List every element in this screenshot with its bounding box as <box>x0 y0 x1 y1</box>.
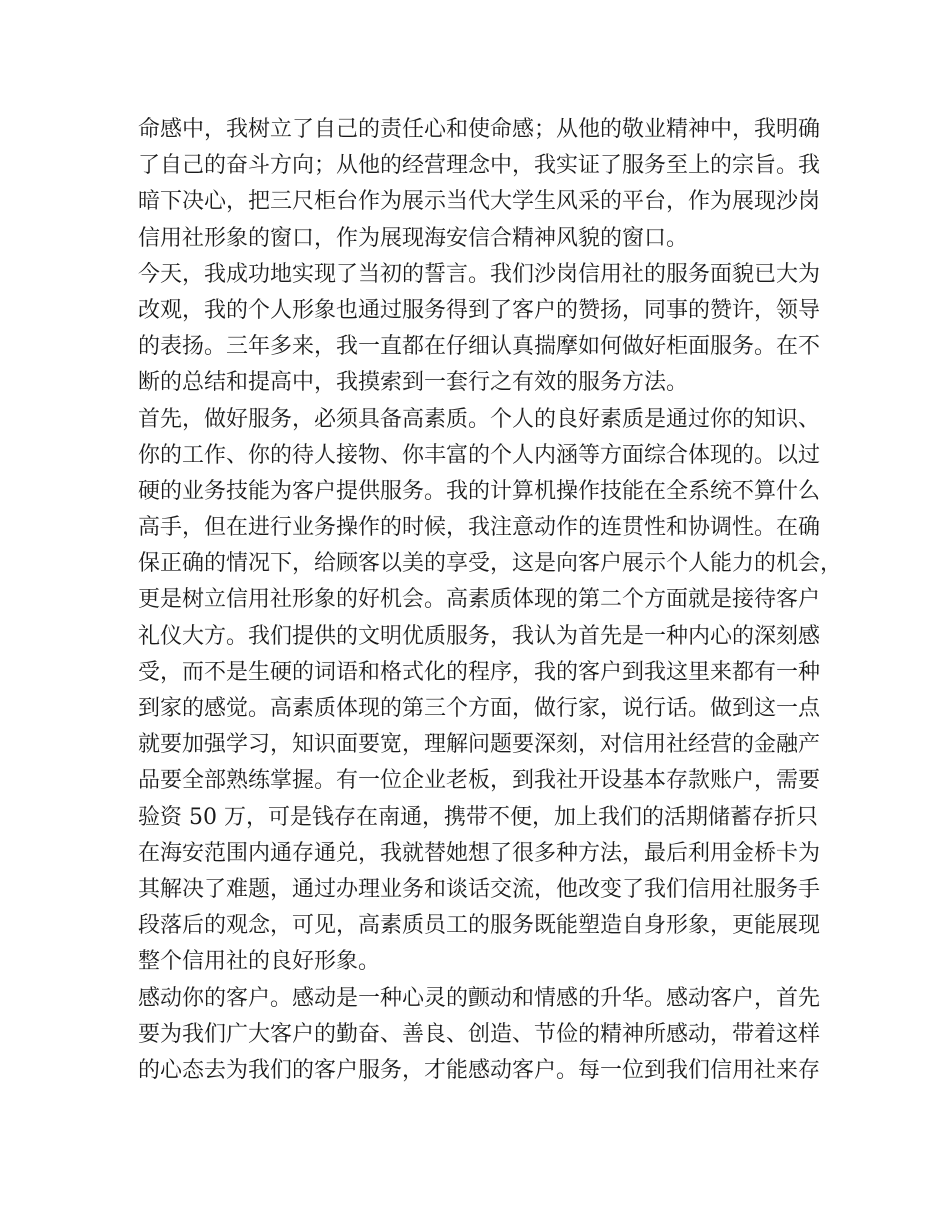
text-line: 到家的感觉。高素质体现的第三个方面，做行家，说行话。做到这一点 <box>138 696 821 721</box>
text-line: 信用社形象的窗口，作为展现海安信合精神风貌的窗口。 <box>138 225 689 251</box>
text-line: 高手，但在进行业务操作的时候，我注意动作的连贯性和协调性。在确 <box>138 515 821 541</box>
body-text <box>138 112 843 1089</box>
text-line: 的心态去为我们的客户服务，才能感动客户。每一位到我们信用社来存 <box>138 1057 821 1083</box>
text-line: 命感中，我树立了自己的责任心和使命感；从他的敬业精神中，我明确 <box>138 117 821 142</box>
text-line: 整个信用社的良好形象。 <box>138 949 381 975</box>
text-line: 要为我们广大客户的勤奋、善良、创造、节俭的精神所感动，带着这样 <box>138 1021 821 1047</box>
text-line: 受，而不是生硬的词语和格式化的程序，我的客户到我这里来都有一种 <box>138 659 821 685</box>
text-line: 段落后的观念，可见，高素质员工的服务既能塑造自身形象，更能展现 <box>138 913 821 939</box>
text-line: 更是树立信用社形象的好机会。高素质体现的第二个方面就是接待客户 <box>138 587 821 613</box>
text-line: 在海安范围内通存通兑，我就替她想了很多种方法，最后利用金桥卡为 <box>138 840 821 866</box>
text-line: 品要全部熟练掌握。有一位企业老板，到我社开设基本存款账户，需要 <box>138 768 821 794</box>
text-line: 硬的业务技能为客户提供服务。我的计算机操作技能在全系统不算什么 <box>138 478 821 504</box>
text-line: 改观，我的个人形象也通过服务得到了客户的赞扬，同事的赞许，领导 <box>138 297 821 323</box>
text-line: 断的总结和提高中，我摸索到一套行之有效的服务方法。 <box>138 370 689 396</box>
text-line: 其解决了难题，通过办理业务和谈话交流，他改变了我们信用社服务手 <box>138 876 821 902</box>
text-line: 你的工作、你的待人接物、你丰富的个人内涵等方面综合体现的。以过 <box>138 442 821 468</box>
text-line: 保正确的情况下，给顾客以美的享受，这是向客户展示个人能力的机会， <box>138 551 843 577</box>
text-line: 礼仪大方。我们提供的文明优质服务，我认为首先是一种内心的深刻感 <box>138 623 821 649</box>
text-line: 了自己的奋斗方向；从他的经营理念中，我实证了服务至上的宗旨。我 <box>138 153 821 179</box>
text-line: 就要加强学习，知识面要宽，理解问题要深刻，对信用社经营的金融产 <box>138 732 821 758</box>
text-line: 感动你的客户。感动是一种心灵的颤动和情感的升华。感动客户，首先 <box>138 985 821 1011</box>
text-line: 今天，我成功地实现了当初的誓言。我们沙岗信用社的服务面貌已大为 <box>138 261 821 287</box>
text-line: 的表扬。三年多来，我一直都在仔细认真揣摩如何做好柜面服务。在不 <box>138 334 821 360</box>
text-line: 暗下决心，把三尺柜台作为展示当代大学生风采的平台，作为展现沙岗 <box>138 189 821 215</box>
text-line: 验资 50 万，可是钱存在南通，携带不便，加上我们的活期储蓄存折只 <box>138 804 818 830</box>
text-line: 首先，做好服务，必须具备高素质。个人的良好素质是通过你的知识、 <box>138 406 821 432</box>
